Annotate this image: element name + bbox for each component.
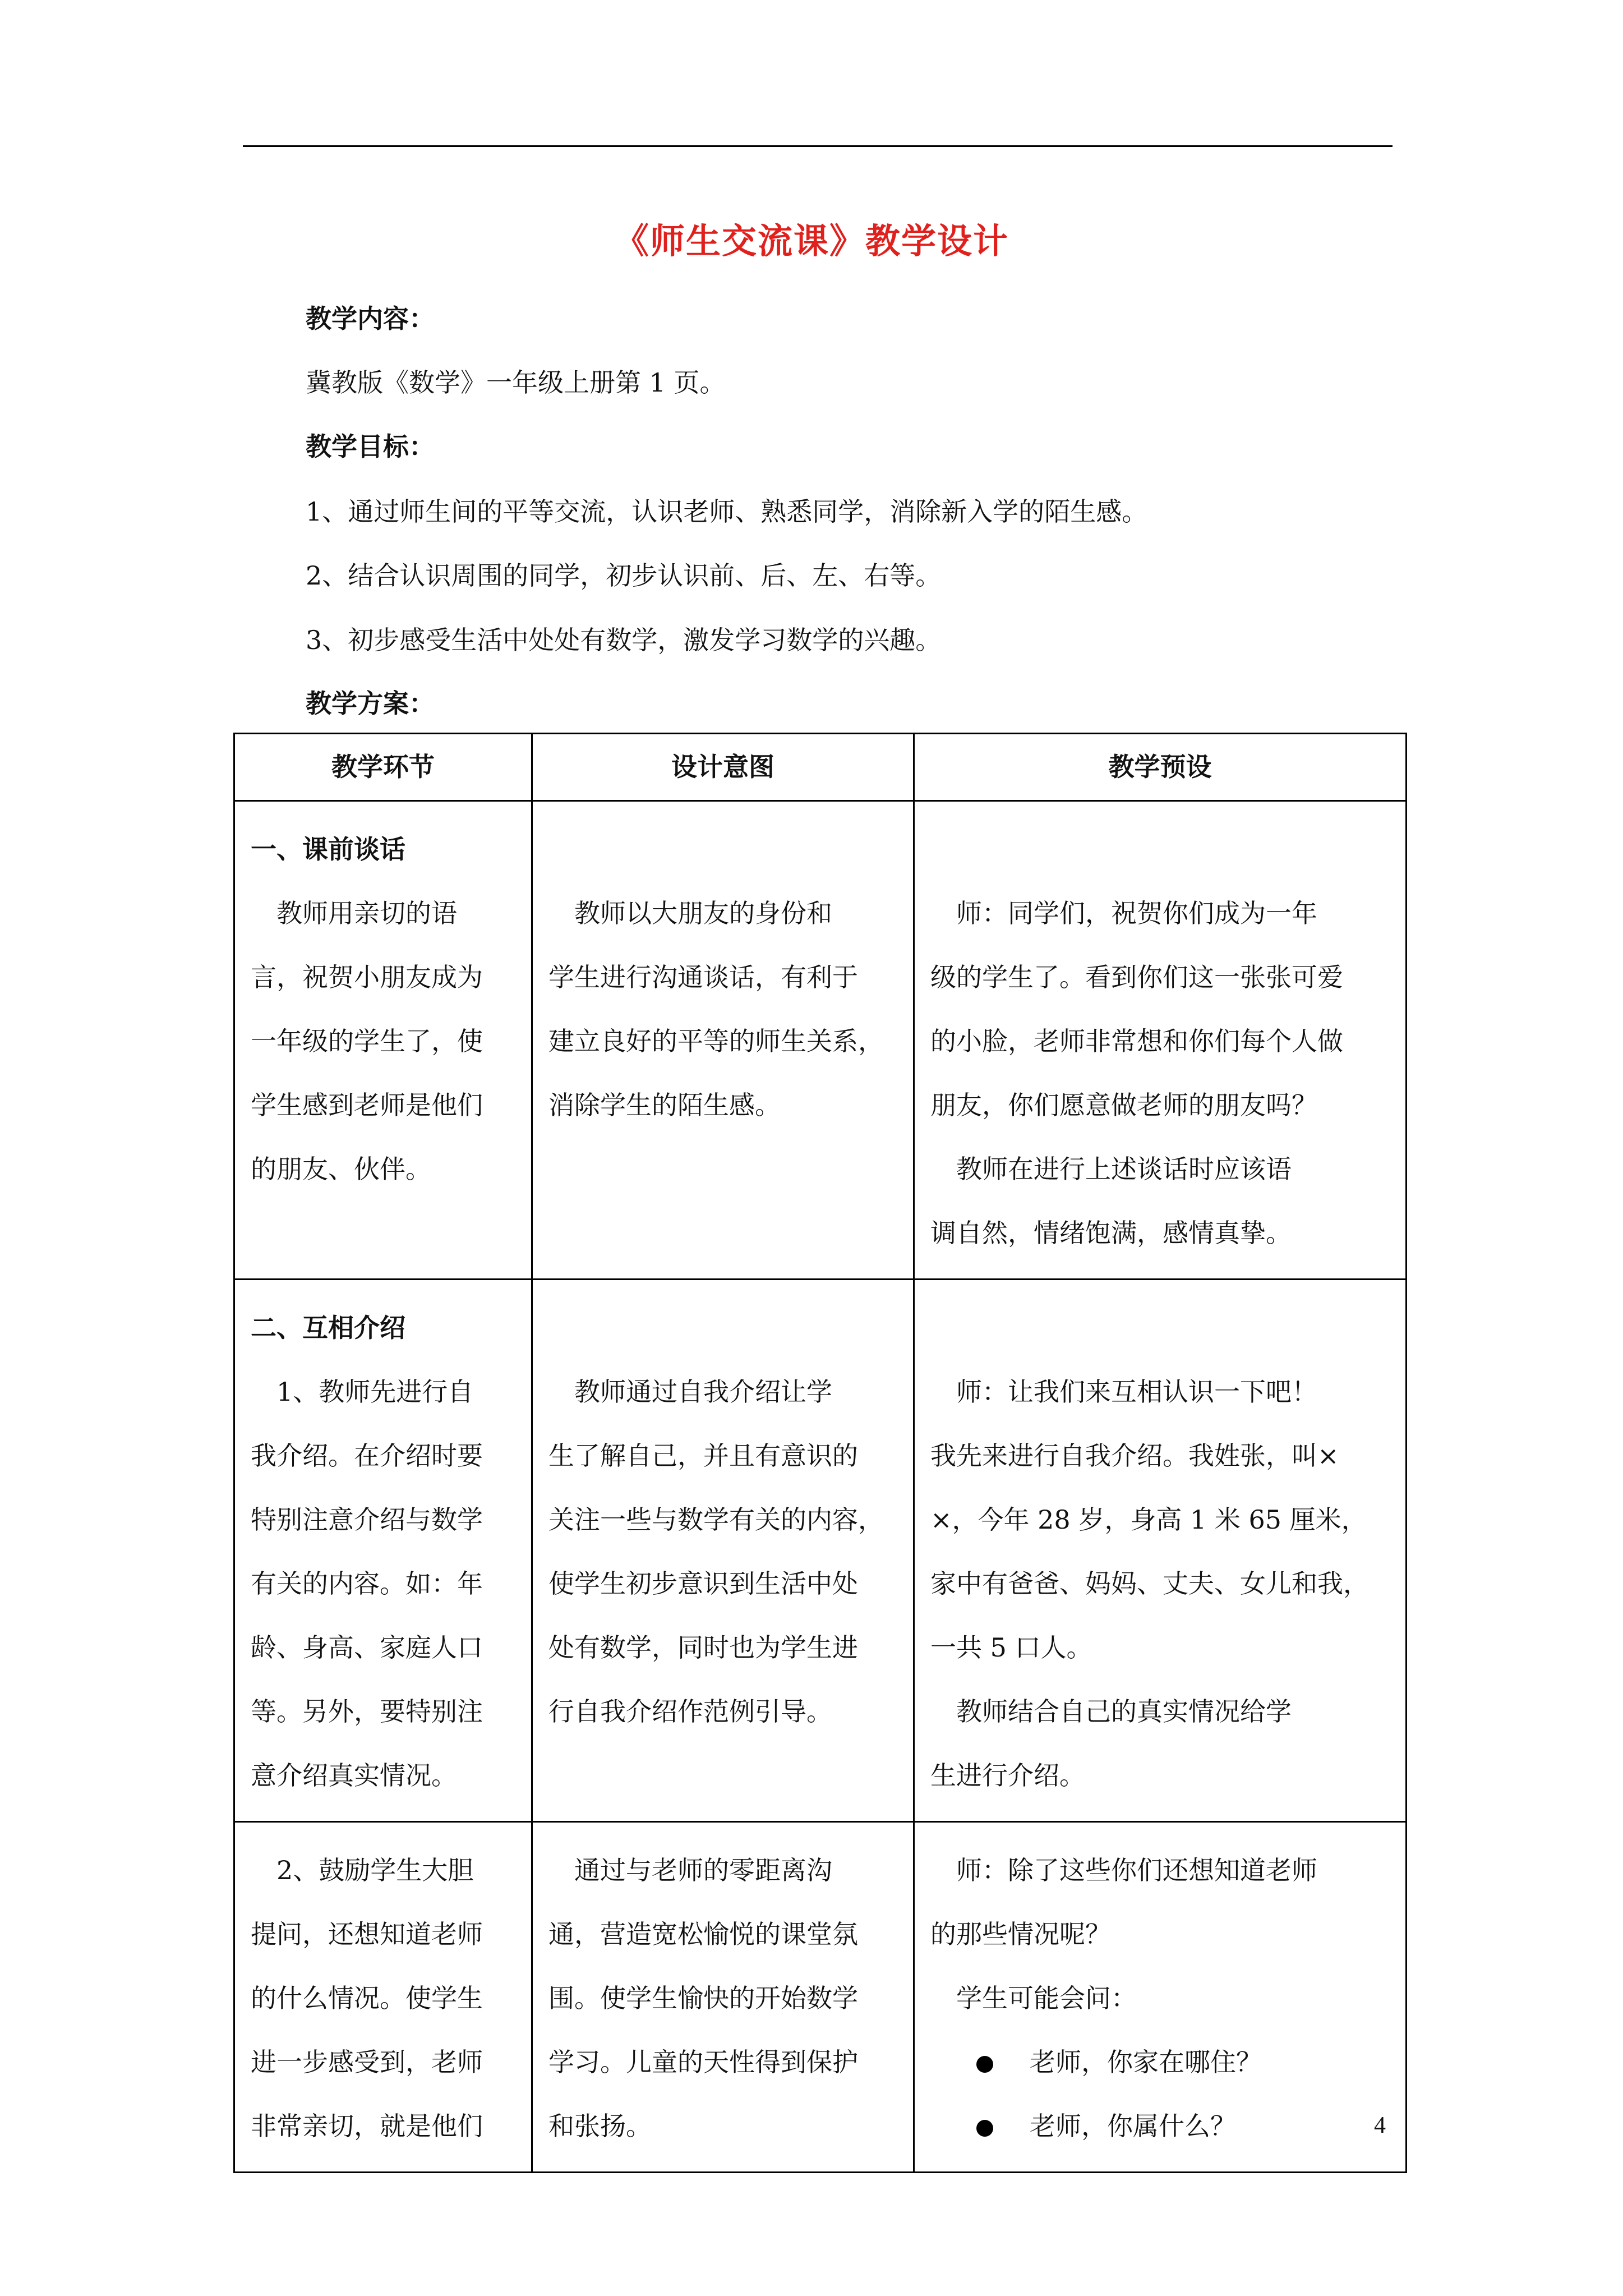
goal-item-3: 3、初步感受生活中处处有数学，激发学习数学的兴趣。: [306, 625, 942, 655]
cell-text: 行自我介绍作范例引导。: [548, 1696, 832, 1727]
cell-text: 教师通过自我介绍让学: [548, 1377, 832, 1407]
cell-text: 通，营造宽松愉悦的课堂氛: [548, 1919, 858, 1949]
cell-text: 家中有爸爸、妈妈、丈夫、女儿和我，: [930, 1568, 1369, 1599]
cell-text: 朋友，你们愿意做老师的朋友吗？: [930, 1090, 1317, 1120]
cell-text: 和张扬。: [548, 2111, 652, 2141]
goal-item-1: 1、通过师生间的平等交流，认识老师、熟悉同学，消除新入学的陌生感。: [306, 496, 1148, 527]
cell-text: 师：除了这些你们还想知道老师: [930, 1855, 1317, 1885]
content-heading: 教学内容：: [306, 303, 435, 334]
cell-text: 非常亲切，就是他们: [251, 2111, 483, 2141]
cell-spacer: [548, 1296, 897, 1360]
cell-text: 建立良好的平等的师生关系，: [548, 1026, 884, 1056]
cell-text: 我介绍。在介绍时要: [251, 1441, 483, 1471]
lesson-plan-table: [233, 733, 1407, 2173]
cell-text: 进一步感受到，老师: [251, 2047, 483, 2077]
table-row: [234, 1822, 1407, 2173]
cell-text: 的什么情况。使学生: [251, 1983, 483, 2013]
row3-stage-cell: [234, 1822, 532, 2173]
bullet-text: 老师，你属什么？: [1030, 2111, 1236, 2141]
cell-text: 龄、身高、家庭人口: [251, 1632, 483, 1663]
cell-text: 言，祝贺小朋友成为: [251, 962, 483, 992]
cell-text: 特别注意介绍与数学: [251, 1504, 483, 1535]
page-number: 4: [1374, 2113, 1386, 2138]
row3-preset-cell: [914, 1822, 1407, 2173]
cell-text: 等。另外，要特别注: [251, 1696, 483, 1727]
table-row: [234, 801, 1407, 1280]
cell-text: 一年级的学生了，使: [251, 1026, 483, 1056]
cell-text: ×，今年 28 岁，身高 1 米 65 厘米，: [930, 1504, 1367, 1535]
row2-preset-cell: [914, 1280, 1407, 1822]
section-heading: 一、课前谈话: [251, 834, 405, 864]
list-item: [930, 2030, 1390, 2094]
cell-text: 提问，还想知道老师: [251, 1919, 483, 1949]
cell-text: 师：同学们，祝贺你们成为一年: [930, 898, 1317, 928]
section-heading: 二、互相介绍: [251, 1313, 405, 1343]
cell-text: 师：让我们来互相认识一下吧！: [930, 1377, 1317, 1407]
table-row: [234, 1280, 1407, 1822]
row1-stage-cell: [234, 801, 532, 1280]
cell-text: 生进行介绍。: [930, 1760, 1085, 1791]
document-title: 《师生交流课》教学设计: [614, 220, 1009, 261]
cell-text: 的那些情况呢？: [930, 1919, 1111, 1949]
header-rule: [243, 145, 1393, 147]
row1-preset-cell: [914, 801, 1407, 1280]
list-item: [930, 2094, 1390, 2158]
cell-text: 消除学生的陌生感。: [548, 1090, 781, 1120]
cell-text: 我先来进行自我介绍。我姓张，叫×: [930, 1441, 1339, 1471]
cell-text: 学生感到老师是他们: [251, 1090, 483, 1120]
goal-item-2: 2、结合认识周围的同学，初步认识前、后、左、右等。: [306, 560, 942, 591]
header-stage: 教学环节: [234, 734, 532, 801]
table-header-row: [234, 734, 1407, 801]
cell-spacer: [930, 1296, 1390, 1360]
cell-text: 2、鼓励学生大胆: [251, 1855, 474, 1885]
cell-text: 一共 5 口人。: [930, 1632, 1092, 1663]
row3-intent-cell: [532, 1822, 914, 2173]
row2-intent-cell: [532, 1280, 914, 1822]
cell-text: 生了解自己，并且有意识的: [548, 1441, 858, 1471]
goals-heading: 教学目标：: [306, 431, 435, 462]
cell-spacer: [930, 817, 1390, 881]
cell-text: 通过与老师的零距离沟: [548, 1855, 832, 1885]
cell-text: 意介绍真实情况。: [251, 1760, 457, 1791]
cell-text: 使学生初步意识到生活中处: [548, 1568, 858, 1599]
header-preset: 教学预设: [914, 734, 1407, 801]
cell-text: 教师以大朋友的身份和: [548, 898, 832, 928]
header-intent: 设计意图: [532, 734, 914, 801]
cell-text: 的小脸，老师非常想和你们每个人做: [930, 1026, 1343, 1056]
cell-text: 教师用亲切的语: [251, 898, 457, 928]
cell-text: 处有数学，同时也为学生进: [548, 1632, 858, 1663]
plan-heading: 教学方案：: [306, 688, 435, 719]
row2-stage-cell: [234, 1280, 532, 1822]
cell-text: 调自然，情绪饱满，感情真挚。: [930, 1218, 1292, 1248]
cell-text: 教师结合自己的真实情况给学: [930, 1696, 1292, 1727]
cell-text: 的朋友、伙伴。: [251, 1154, 431, 1184]
cell-text: 关注一些与数学有关的内容，: [548, 1504, 884, 1535]
bullet-text: 老师，你家在哪住？: [1030, 2047, 1262, 2077]
row1-intent-cell: [532, 801, 914, 1280]
cell-text: 学生可能会问：: [930, 1983, 1137, 2013]
cell-text: 级的学生了。看到你们这一张张可爱: [930, 962, 1343, 992]
bullet-icon: [976, 2056, 993, 2073]
cell-text: 学习。儿童的天性得到保护: [548, 2047, 858, 2077]
cell-text: 围。使学生愉快的开始数学: [548, 1983, 858, 2013]
cell-spacer: [251, 1201, 515, 1265]
cell-text: 有关的内容。如：年: [251, 1568, 483, 1599]
bullet-icon: [976, 2120, 993, 2137]
content-text: 冀教版《数学》一年级上册第 1 页。: [306, 367, 726, 398]
cell-text: 1、教师先进行自: [251, 1377, 474, 1407]
cell-text: 教师在进行上述谈话时应该语: [930, 1154, 1292, 1184]
cell-spacer: [548, 817, 897, 881]
cell-text: 学生进行沟通谈话，有利于: [548, 962, 858, 992]
